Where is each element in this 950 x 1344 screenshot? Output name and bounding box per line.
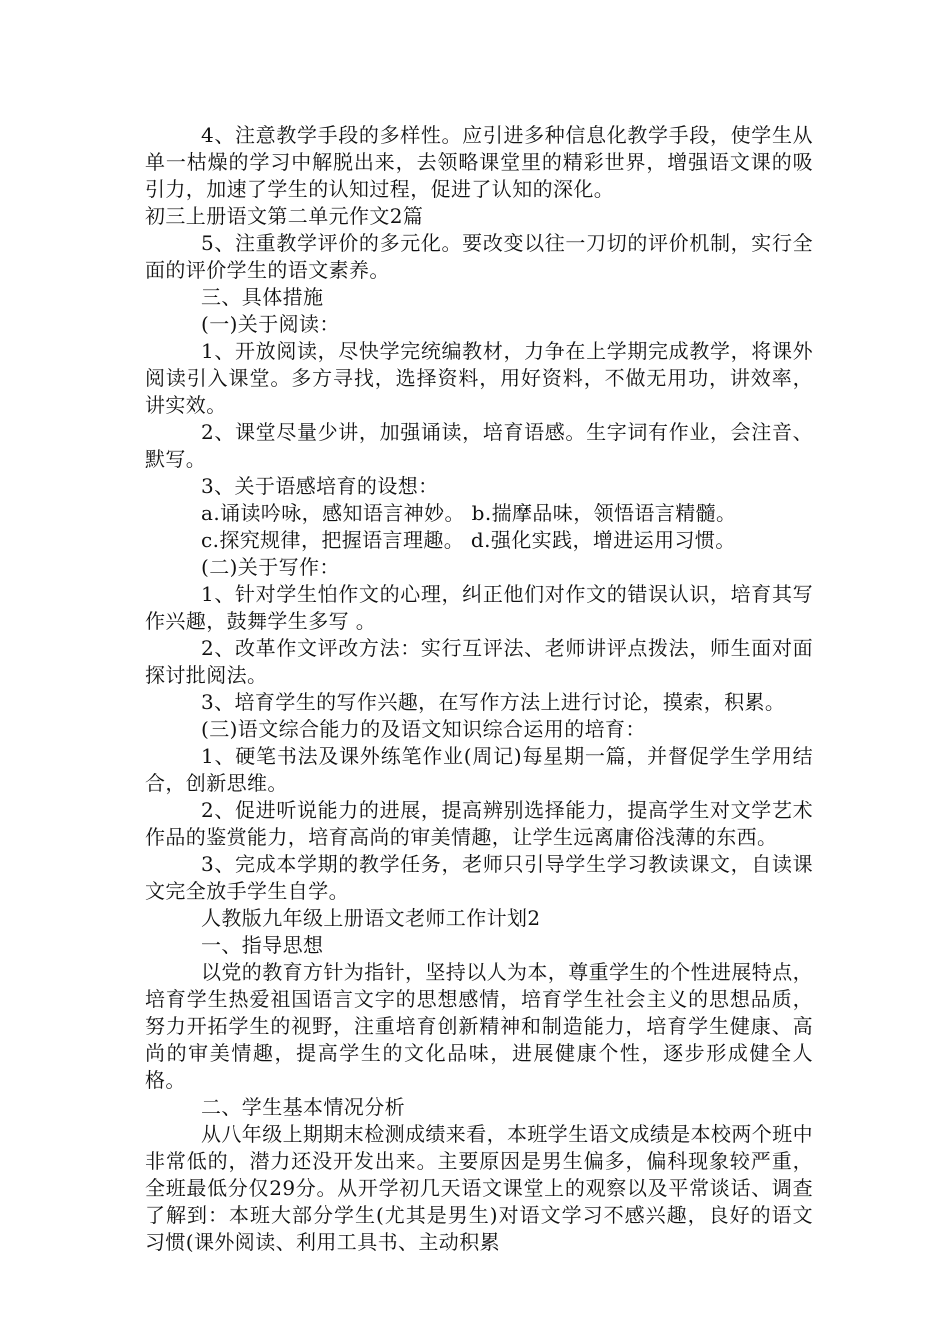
paragraph-10: c.探究规律，把握语言理趣。 d.强化实践，增进运用习惯。 [201, 528, 736, 552]
section-heading-measures: 三、具体措施 [201, 285, 324, 309]
subheading-writing: (二)关于写作： [201, 555, 340, 579]
subheading-reading: (一)关于阅读： [201, 312, 340, 336]
paragraph-16: 1、硬笔书法及课外练笔作业(周记)每星期一篇，并督促学生学用结合，创新思维。 [145, 744, 813, 795]
paragraph-12: 1、针对学生怕作文的心理，纠正他们对作文的错误认识，培育其写作兴趣，鼓舞学生多写 。 [145, 582, 813, 633]
paragraph-9: a.诵读吟咏，感知语言神妙。 b.揣摩品味，领悟语言精髓。 [201, 501, 737, 525]
paragraph-17: 2、促进听说能力的进展，提高辨别选择能力，提高学生对文学艺术作品的鉴赏能力，培育高尚的审美情趣，让学生远离庸俗浅薄的东西。 [145, 798, 813, 849]
paragraph-7: 2、课堂尽量少讲，加强诵读，培育语感。生字词有作业，会注音、默写。 [145, 420, 813, 471]
paragraph-1: 4、注意教学手段的多样性。应引进多种信息化教学手段，使学生从单一枯燥的学习中解脱出来，去领略课堂里的精彩世界，增强语文课的吸引力，加速了学生的认知过程，促进了认知的深化。 [145, 123, 813, 201]
section-heading-student-analysis: 二、学生基本情况分析 [201, 1095, 405, 1119]
document-section-title: 人教版九年级上册语文老师工作计划2 [201, 906, 541, 930]
paragraph-13: 2、改革作文评改方法：实行互评法、老师讲评点拨法，师生面对面探讨批阅法。 [145, 636, 813, 687]
document-body [145, 122, 813, 1256]
paragraph-21: 以党的教育方针为指针，坚持以人为本，尊重学生的个性进展特点，培育学生热爱祖国语言文字的思想感情，培育学生社会主义的思想品质，努力开拓学生的视野，注重培育创新精神和制造能力，培育学生健康、高尚的审美情趣，提高学生的文化品味，进展健康个性，逐步形成健全人格。 [145, 960, 813, 1092]
paragraph-8: 3、关于语感培育的设想： [201, 474, 439, 498]
paragraph-23: 从八年级上期期末检测成绩来看，本班学生语文成绩是本校两个班中非常低的，潜力还没开发出来。主要原因是男生偏多，偏科现象较严重，全班最低分仅29分。从开学初几天语文课堂上的观察以及平常谈话、调查了解到：本班大部分学生(尤其是男生)对语文学习不感兴趣，良好的语文习惯(课外阅读、利用工具书、主动积累 [145, 1122, 813, 1254]
paragraph-6: 1、开放阅读，尽快学完统编教材，力争在上学期完成教学，将课外阅读引入课堂。多方寻找，选择资料，用好资料，不做无用功，讲效率，讲实效。 [145, 339, 813, 417]
paragraph-3: 5、注重教学评价的多元化。要改变以往一刀切的评价机制，实行全面的评价学生的语文素养。 [145, 231, 813, 282]
paragraph-18: 3、完成本学期的教学任务，老师只引导学生学习教读课文，自读课文完全放手学生自学。 [145, 852, 813, 903]
paragraph-2: 初三上册语文第二单元作文2篇 [145, 204, 424, 228]
paragraph-14: 3、培育学生的写作兴趣，在写作方法上进行讨论，摸索，积累。 [201, 690, 786, 714]
subheading-comprehensive: (三)语文综合能力的及语文知识综合运用的培育： [201, 717, 646, 741]
section-heading-guiding-ideology: 一、指导思想 [201, 933, 324, 957]
